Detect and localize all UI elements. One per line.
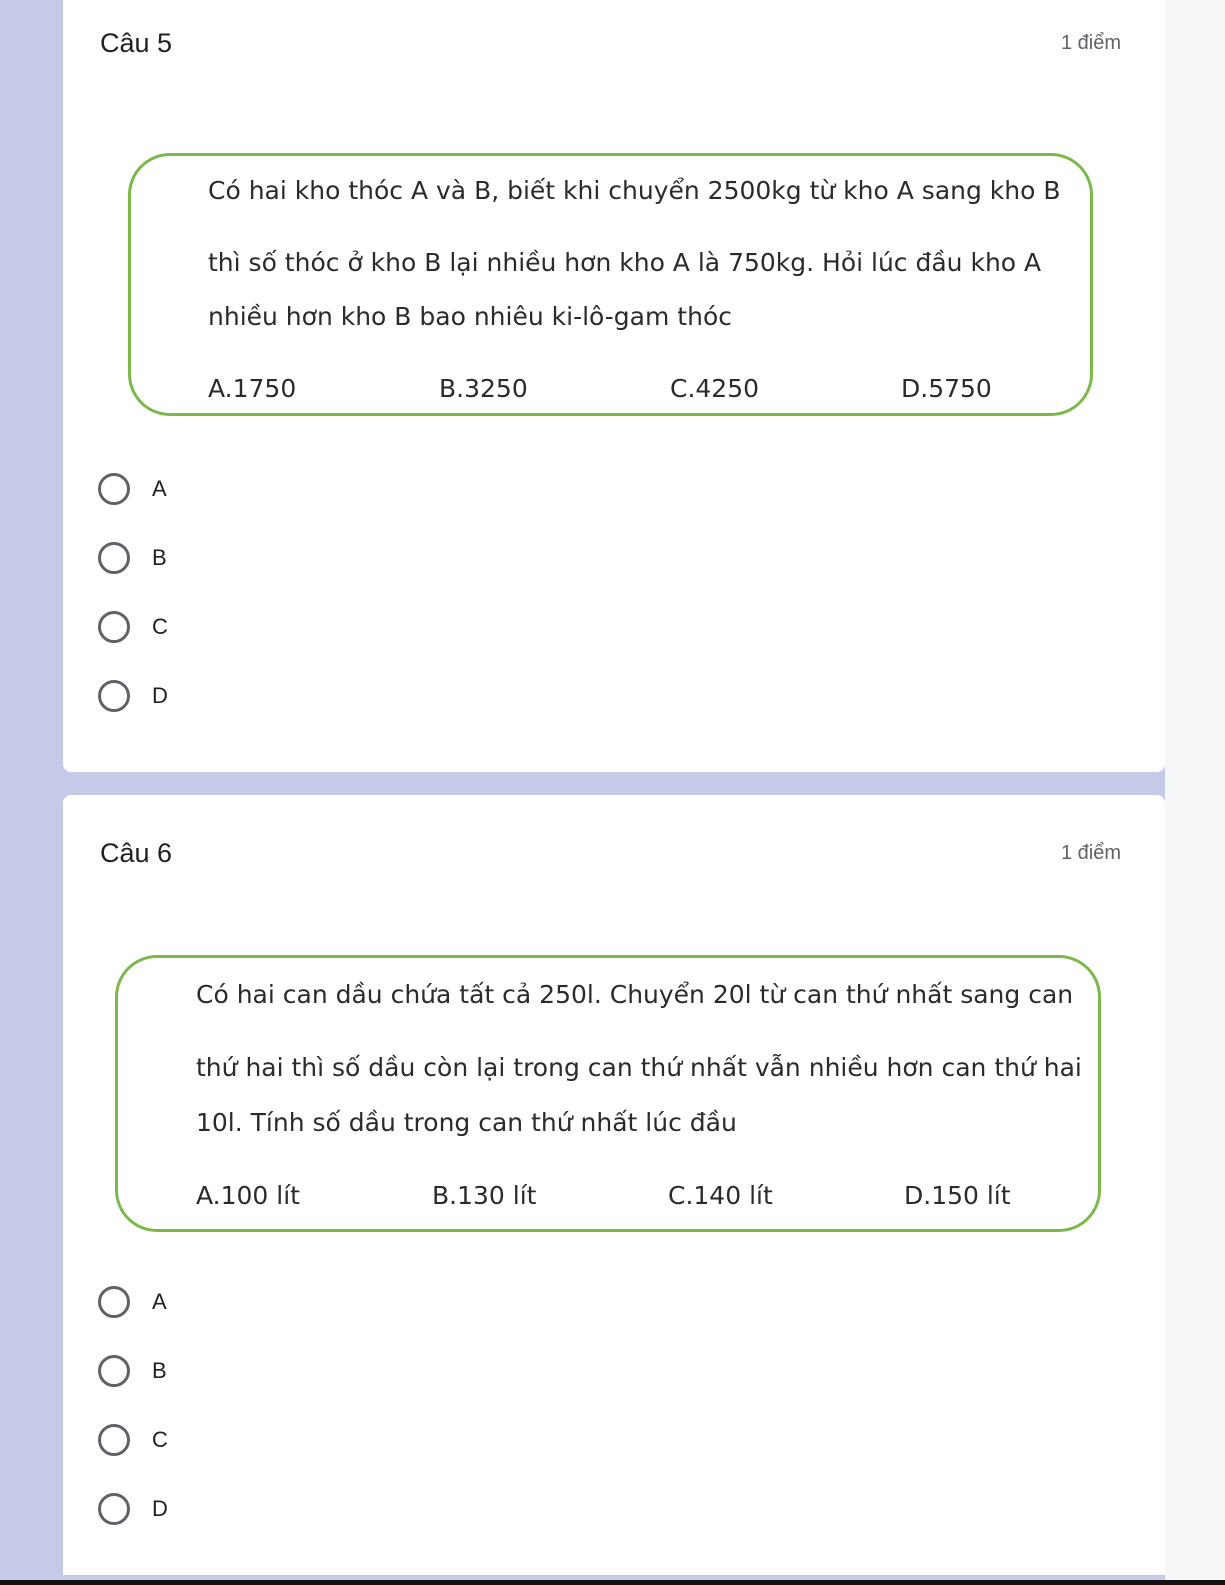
option-a[interactable] <box>98 469 167 509</box>
question-card-5 <box>63 0 1165 772</box>
problem-choice-c: C.4250 <box>670 374 760 403</box>
question-points: 1 điểm <box>1060 32 1121 54</box>
option-c[interactable] <box>98 607 168 647</box>
problem-choice-a: A.100 lít <box>196 1181 300 1210</box>
option-label: B <box>152 1358 167 1383</box>
option-a[interactable] <box>98 1282 167 1322</box>
problem-image <box>128 153 1093 416</box>
question-points: 1 điểm <box>1060 842 1121 864</box>
option-b[interactable] <box>98 1351 167 1391</box>
radio-button[interactable] <box>98 1286 130 1318</box>
problem-line: thứ hai thì số dầu còn lại trong can thứ nhất vẫn nhiều hơn can thứ hai <box>196 1053 1082 1082</box>
option-b[interactable] <box>98 538 167 578</box>
option-c[interactable] <box>98 1420 168 1460</box>
bottom-divider <box>0 1580 1225 1585</box>
problem-line: Có hai kho thóc A và B, biết khi chuyển 2500kg từ kho A sang kho B <box>208 176 1061 205</box>
problem-choice-b: B.3250 <box>439 374 528 403</box>
option-label: A <box>152 1289 167 1314</box>
question-title: Câu 6 <box>100 838 173 868</box>
question-title: Câu 5 <box>100 28 173 58</box>
page-gutter <box>1165 0 1225 1585</box>
option-label: B <box>152 545 167 570</box>
option-d[interactable] <box>98 1489 168 1529</box>
problem-choice-d: D.5750 <box>901 374 992 403</box>
radio-button[interactable] <box>98 611 130 643</box>
problem-image <box>115 955 1101 1232</box>
option-label: D <box>152 683 168 708</box>
option-label: D <box>152 1496 168 1521</box>
radio-button[interactable] <box>98 542 130 574</box>
option-label: C <box>152 1427 168 1452</box>
problem-line: 10l. Tính số dầu trong can thứ nhất lúc đầu <box>196 1108 737 1137</box>
radio-button[interactable] <box>98 680 130 712</box>
question-header <box>100 28 1121 59</box>
radio-button[interactable] <box>98 473 130 505</box>
radio-button[interactable] <box>98 1424 130 1456</box>
problem-line: nhiều hơn kho B bao nhiêu ki-lô-gam thóc <box>208 302 732 331</box>
question-card-6 <box>63 795 1165 1575</box>
problem-choice-d: D.150 lít <box>904 1181 1011 1210</box>
problem-choice-c: C.140 lít <box>668 1181 773 1210</box>
problem-choice-a: A.1750 <box>208 374 297 403</box>
question-header <box>100 838 1121 869</box>
problem-line: thì số thóc ở kho B lại nhiều hơn kho A là 750kg. Hỏi lúc đầu kho A <box>208 248 1042 277</box>
problem-line: Có hai can dầu chứa tất cả 250l. Chuyển 20l từ can thứ nhất sang can <box>196 980 1074 1009</box>
option-d[interactable] <box>98 676 168 716</box>
option-label: A <box>152 476 167 501</box>
radio-button[interactable] <box>98 1493 130 1525</box>
problem-choice-b: B.130 lít <box>432 1181 537 1210</box>
radio-button[interactable] <box>98 1355 130 1387</box>
option-label: C <box>152 614 168 639</box>
